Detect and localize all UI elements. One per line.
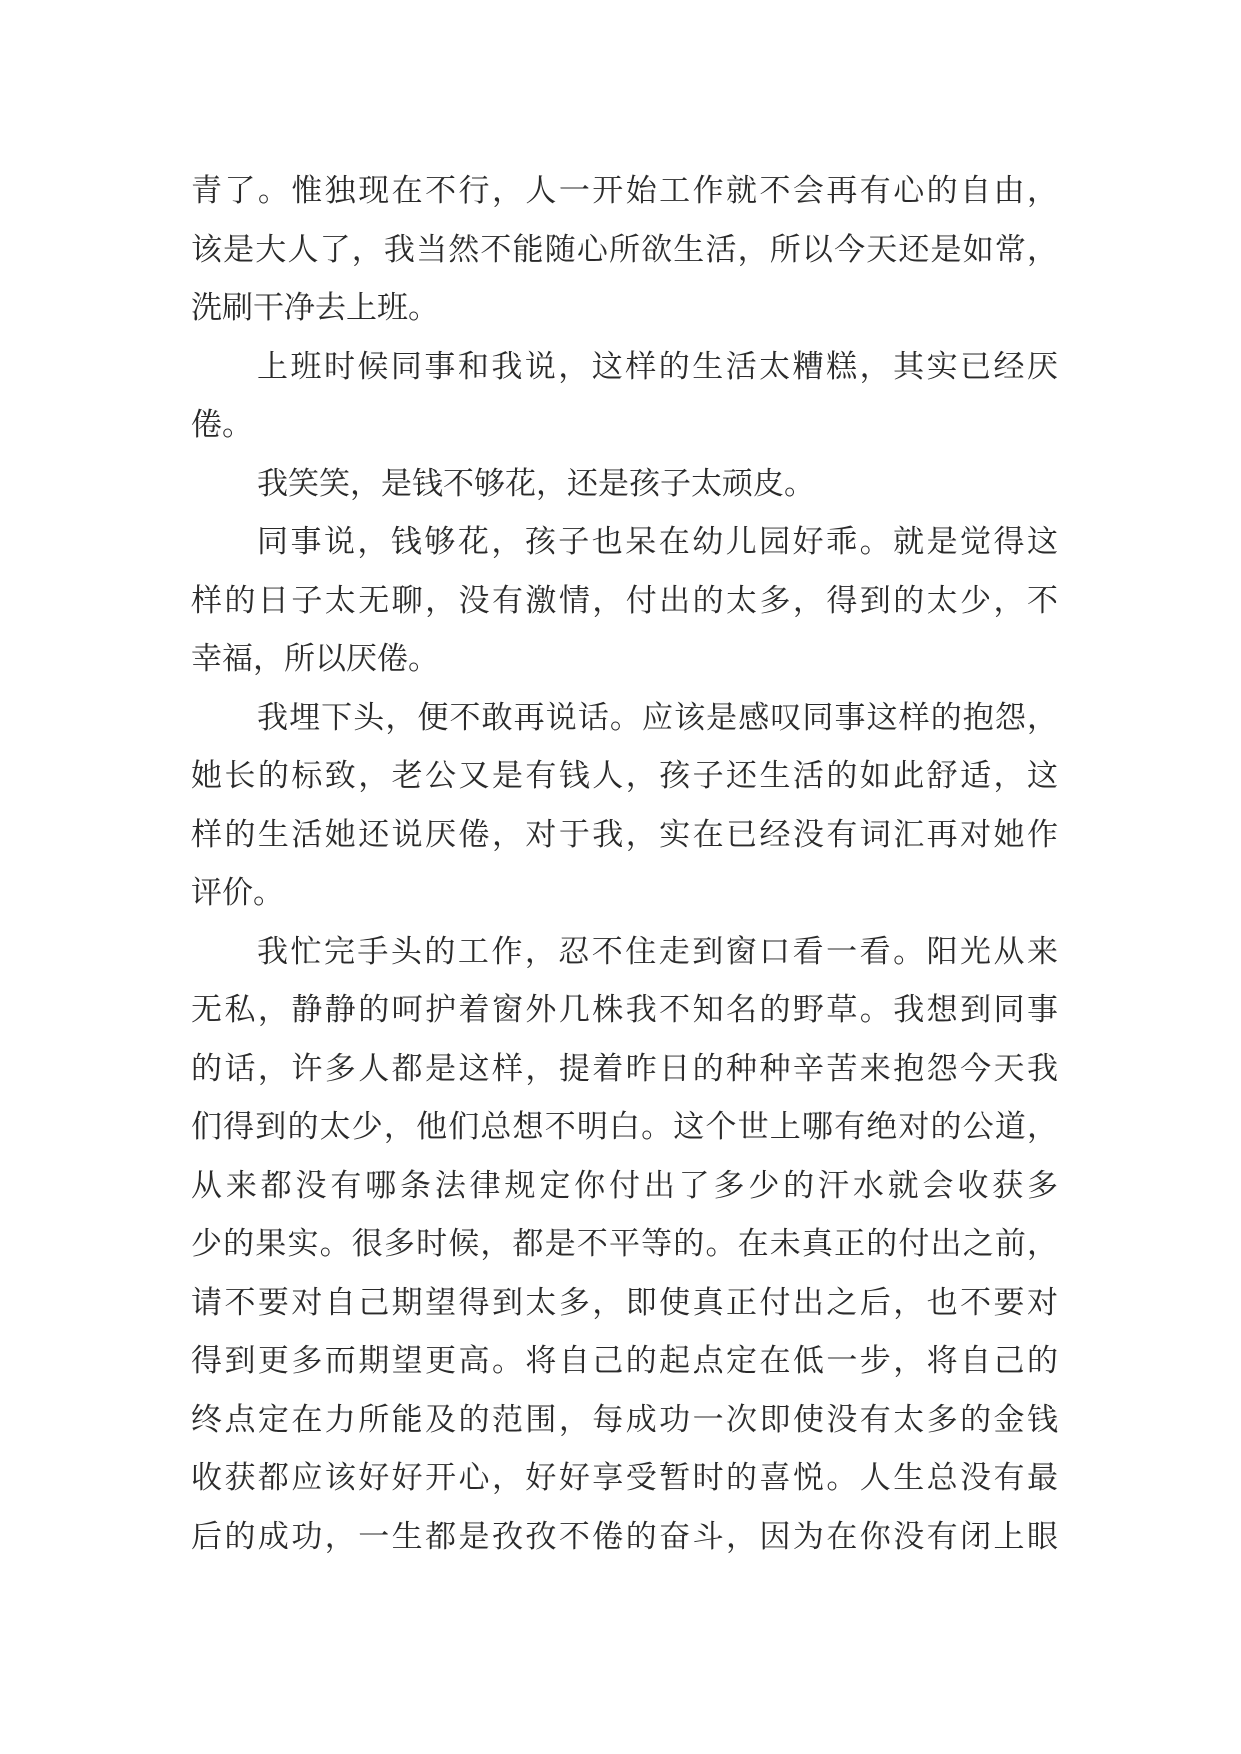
paragraph bbox=[191, 689, 1058, 923]
paragraph bbox=[191, 923, 1058, 1567]
text-line: 请不要对自己期望得到太多，即使真正付出之后，也不要对 bbox=[191, 1284, 1058, 1321]
text-line: 我埋下头，便不敢再说话。应该是感叹同事这样的抱怨， bbox=[257, 699, 1058, 736]
text-line: 少的果实。很多时候，都是不平等的。在未真正的付出之前， bbox=[191, 1226, 1058, 1262]
text-line: 从来都没有哪条法律规定你付出了多少的汗水就会收获多 bbox=[191, 1167, 1058, 1204]
text-line: 的话，许多人都是这样，提着昨日的种种辛苦来抱怨今天我 bbox=[191, 1050, 1058, 1087]
document-body bbox=[191, 162, 1058, 1566]
text-line: 终点定在力所能及的范围，每成功一次即使没有太多的金钱 bbox=[191, 1401, 1058, 1438]
text-line: 该是大人了，我当然不能随心所欲生活，所以今天还是如常， bbox=[191, 231, 1058, 268]
text-line: 倦。 bbox=[191, 407, 253, 443]
text-line: 无私，静静的呵护着窗外几株我不知名的野草。我想到同事 bbox=[191, 992, 1058, 1028]
paragraph bbox=[191, 455, 1058, 514]
text-line: 评价。 bbox=[191, 875, 284, 911]
paragraph bbox=[191, 162, 1058, 338]
text-line: 同事说，钱够花，孩子也呆在幼儿园好乖。就是觉得这 bbox=[257, 524, 1058, 560]
text-line: 后的成功，一生都是孜孜不倦的奋斗，因为在你没有闭上眼 bbox=[191, 1518, 1058, 1555]
paragraph bbox=[191, 338, 1058, 455]
text-line: 样的日子太无聊，没有激情，付出的太多，得到的太少，不 bbox=[191, 582, 1058, 619]
text-line: 我笑笑，是钱不够花，还是孩子太顽皮。 bbox=[257, 465, 815, 502]
text-line: 样的生活她还说厌倦，对于我，实在已经没有词汇再对她作 bbox=[191, 816, 1058, 853]
text-line: 她长的标致，老公又是有钱人，孩子还生活的如此舒适，这 bbox=[191, 758, 1058, 794]
text-line: 收获都应该好好开心，好好享受暂时的喜悦。人生总没有最 bbox=[191, 1460, 1058, 1496]
text-line: 们得到的太少，他们总想不明白。这个世上哪有绝对的公道， bbox=[191, 1109, 1058, 1145]
text-line: 幸福，所以厌倦。 bbox=[191, 641, 439, 677]
text-line: 我忙完手头的工作，忍不住走到窗口看一看。阳光从来 bbox=[257, 933, 1058, 970]
paragraph bbox=[191, 513, 1058, 689]
text-line: 上班时候同事和我说，这样的生活太糟糕，其实已经厌 bbox=[257, 348, 1058, 385]
text-line: 洗刷干净去上班。 bbox=[191, 290, 439, 326]
text-line: 得到更多而期望更高。将自己的起点定在低一步，将自己的 bbox=[191, 1343, 1058, 1379]
text-line: 青了。惟独现在不行，人一开始工作就不会再有心的自由， bbox=[191, 173, 1058, 209]
